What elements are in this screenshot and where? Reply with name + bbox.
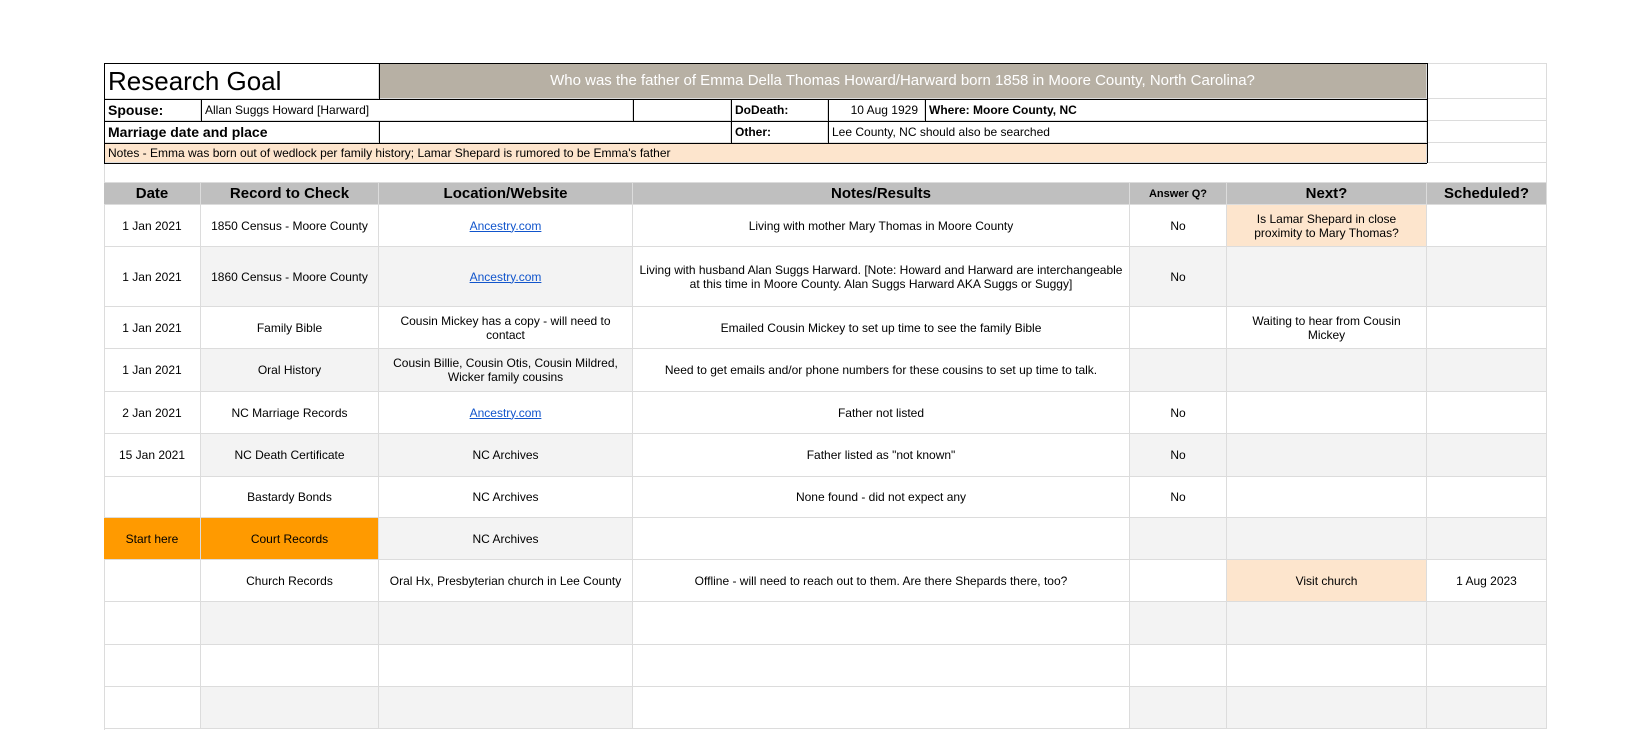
scheduled-cell[interactable] [1427, 602, 1547, 645]
record-cell[interactable]: Court Records [201, 518, 379, 560]
location-cell[interactable]: NC Archives [379, 477, 633, 518]
next-cell[interactable] [1227, 392, 1427, 434]
scheduled-cell[interactable] [1427, 518, 1547, 560]
next-cell[interactable] [1227, 434, 1427, 477]
death-place[interactable]: Where: Moore County, NC [925, 99, 1427, 121]
scheduled-cell[interactable] [1427, 307, 1547, 349]
notes-cell[interactable]: Living with mother Mary Thomas in Moore County [633, 205, 1130, 247]
scheduled-cell[interactable] [1427, 247, 1547, 307]
spacer-row [104, 163, 1547, 183]
record-cell[interactable]: NC Marriage Records [201, 392, 379, 434]
scheduled-cell[interactable] [1427, 349, 1547, 392]
research-spreadsheet [104, 63, 1547, 730]
dodeath-label[interactable]: DoDeath: [731, 99, 828, 121]
notes-cell[interactable]: Offline - will need to reach out to them. Are there Shepards there, too? [633, 560, 1130, 602]
answer-cell[interactable]: No [1130, 477, 1227, 518]
notes-cell[interactable]: Emailed Cousin Mickey to set up time to see the family Bible [633, 307, 1130, 349]
scheduled-cell[interactable]: 1 Aug 2023 [1427, 560, 1547, 602]
record-cell[interactable] [201, 602, 379, 645]
next-cell[interactable]: Visit church [1227, 560, 1427, 602]
date-cell[interactable] [104, 645, 201, 687]
header-notes[interactable]: Notes/Results [633, 183, 1130, 205]
date-cell[interactable] [104, 477, 201, 518]
notes-cell[interactable] [633, 518, 1130, 560]
record-cell[interactable]: 1850 Census - Moore County [201, 205, 379, 247]
record-cell[interactable]: Family Bible [201, 307, 379, 349]
next-cell[interactable] [1227, 477, 1427, 518]
record-cell[interactable]: Oral History [201, 349, 379, 392]
date-cell[interactable] [104, 687, 201, 729]
answer-cell[interactable]: No [1130, 434, 1227, 477]
location-cell[interactable] [379, 247, 633, 307]
location-cell[interactable]: Cousin Billie, Cousin Otis, Cousin Mildred, Wicker family cousins [379, 349, 633, 392]
notes-cell[interactable] [633, 645, 1130, 687]
next-cell[interactable]: Is Lamar Shepard in close proximity to Mary Thomas? [1227, 205, 1427, 247]
next-cell[interactable] [1227, 247, 1427, 307]
date-cell[interactable]: 1 Jan 2021 [104, 307, 201, 349]
header-answer[interactable]: Answer Q? [1130, 183, 1227, 205]
header-record[interactable]: Record to Check [201, 183, 379, 205]
notes-cell[interactable]: Need to get emails and/or phone numbers for these cousins to set up time to talk. [633, 349, 1130, 392]
date-cell[interactable]: 1 Jan 2021 [104, 205, 201, 247]
empty-cell[interactable] [1427, 63, 1547, 99]
date-cell[interactable]: 1 Jan 2021 [104, 247, 201, 307]
header-scheduled[interactable]: Scheduled? [1427, 183, 1547, 205]
answer-cell[interactable]: No [1130, 205, 1227, 247]
next-cell[interactable] [1227, 602, 1427, 645]
answer-cell[interactable] [1130, 560, 1227, 602]
ancestry-link[interactable]: Ancestry.com [469, 405, 542, 420]
notes-cell[interactable]: Living with husband Alan Suggs Harward. [Note: Howard and Harward are interchangeable at this time in Moore County. Alan Suggs Harward AKA Suggs or Suggy] [633, 247, 1130, 307]
ancestry-link[interactable]: Ancestry.com [469, 269, 542, 284]
answer-cell[interactable] [1130, 349, 1227, 392]
empty-cell[interactable] [1427, 121, 1547, 143]
scheduled-cell[interactable] [1427, 687, 1547, 729]
spouse-value[interactable]: Allan Suggs Howard [Harward] [201, 99, 633, 121]
location-cell[interactable] [379, 687, 633, 729]
ancestry-link[interactable]: Ancestry.com [469, 218, 542, 233]
record-cell[interactable]: Bastardy Bonds [201, 477, 379, 518]
marriage-value[interactable] [379, 121, 731, 143]
other-value[interactable]: Lee County, NC should also be searched [828, 121, 1427, 143]
answer-cell[interactable] [1130, 307, 1227, 349]
record-cell[interactable] [201, 645, 379, 687]
date-cell[interactable]: 1 Jan 2021 [104, 349, 201, 392]
location-cell[interactable]: Cousin Mickey has a copy - will need to contact [379, 307, 633, 349]
scheduled-cell[interactable] [1427, 477, 1547, 518]
notes-cell[interactable] [633, 602, 1130, 645]
research-question[interactable]: Who was the father of Emma Della Thomas Howard/Harward born 1858 in Moore County, North Carolina? [379, 63, 1427, 99]
answer-cell[interactable] [1130, 687, 1227, 729]
location-cell[interactable]: Oral Hx, Presbyterian church in Lee County [379, 560, 633, 602]
next-cell[interactable] [1227, 518, 1427, 560]
location-cell[interactable] [379, 602, 633, 645]
record-cell[interactable]: NC Death Certificate [201, 434, 379, 477]
answer-cell[interactable] [1130, 645, 1227, 687]
scheduled-cell[interactable] [1427, 205, 1547, 247]
notes-cell[interactable]: Father listed as "not known" [633, 434, 1130, 477]
location-cell[interactable] [379, 392, 633, 434]
location-cell[interactable] [379, 645, 633, 687]
record-cell[interactable] [201, 687, 379, 729]
scheduled-cell[interactable] [1427, 434, 1547, 477]
research-goal-title[interactable]: Research Goal [104, 63, 379, 99]
date-cell[interactable]: 15 Jan 2021 [104, 434, 201, 477]
spouse-label[interactable]: Spouse: [104, 99, 201, 121]
empty-cell[interactable] [633, 99, 731, 121]
answer-cell[interactable] [1130, 602, 1227, 645]
header-next[interactable]: Next? [1227, 183, 1427, 205]
empty-cell[interactable] [1427, 143, 1547, 163]
next-cell[interactable] [1227, 645, 1427, 687]
header-date[interactable]: Date [104, 183, 201, 205]
family-notes[interactable]: Notes - Emma was born out of wedlock per family history; Lamar Shepard is rumored to be Emma's father [104, 143, 1427, 163]
location-cell[interactable] [379, 205, 633, 247]
date-cell[interactable]: 2 Jan 2021 [104, 392, 201, 434]
notes-cell[interactable]: Father not listed [633, 392, 1130, 434]
date-cell[interactable] [104, 560, 201, 602]
date-cell[interactable]: Start here [104, 518, 201, 560]
record-cell[interactable]: Church Records [201, 560, 379, 602]
answer-cell[interactable] [1130, 518, 1227, 560]
next-cell[interactable] [1227, 349, 1427, 392]
dodeath-value[interactable]: 10 Aug 1929 [828, 99, 925, 121]
header-location[interactable]: Location/Website [379, 183, 633, 205]
notes-cell[interactable] [633, 687, 1130, 729]
next-cell[interactable] [1227, 687, 1427, 729]
answer-cell[interactable]: No [1130, 247, 1227, 307]
notes-cell[interactable]: None found - did not expect any [633, 477, 1130, 518]
location-cell[interactable]: NC Archives [379, 434, 633, 477]
marriage-label[interactable]: Marriage date and place [104, 121, 379, 143]
scheduled-cell[interactable] [1427, 392, 1547, 434]
answer-cell[interactable]: No [1130, 392, 1227, 434]
next-cell[interactable]: Waiting to hear from Cousin Mickey [1227, 307, 1427, 349]
other-label[interactable]: Other: [731, 121, 828, 143]
empty-cell[interactable] [1427, 99, 1547, 121]
date-cell[interactable] [104, 602, 201, 645]
location-cell[interactable]: NC Archives [379, 518, 633, 560]
scheduled-cell[interactable] [1427, 645, 1547, 687]
record-cell[interactable]: 1860 Census - Moore County [201, 247, 379, 307]
